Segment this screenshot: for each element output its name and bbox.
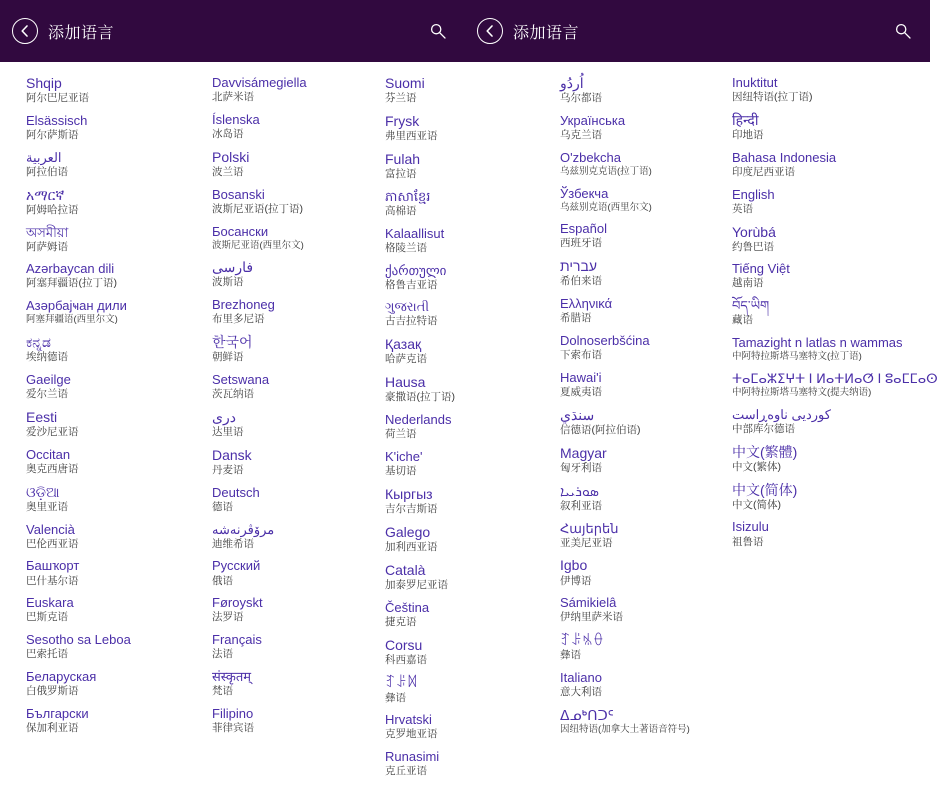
language-chinese-name: 加利西亚语 <box>385 540 438 553</box>
language-native-name: Беларуская <box>26 669 97 685</box>
language-native-name: Davvisámegiella <box>212 75 307 90</box>
language-chinese-name: 古吉拉特语 <box>385 315 438 328</box>
language-native-name: Ελληνικά <box>560 296 613 312</box>
language-chinese-name: 叙利亚语 <box>560 499 602 512</box>
language-chinese-name: 布里多尼语 <box>212 313 265 326</box>
language-list-item[interactable] <box>560 259 700 287</box>
language-chinese-name: 奥克西唐语 <box>26 462 79 475</box>
language-native-name: עברית <box>560 258 598 275</box>
language-chinese-name: 爱尔兰语 <box>26 388 68 401</box>
language-list-item[interactable] <box>385 375 528 403</box>
language-native-name: Français <box>212 632 262 648</box>
language-native-name: K'iche' <box>385 448 423 464</box>
language-native-name: English <box>732 186 775 202</box>
language-chinese-name: 印度尼西亚语 <box>732 165 795 178</box>
language-native-name: مرۆڤرنەشە <box>212 521 275 537</box>
language-chinese-name: 迪维希语 <box>212 537 254 550</box>
language-native-name: Bosanski <box>212 186 265 202</box>
language-list-item[interactable] <box>385 152 528 180</box>
language-native-name: አማርኛ <box>26 186 65 203</box>
language-list-item[interactable] <box>732 188 924 215</box>
language-chinese-name: 因纽特语(拉丁语) <box>732 91 813 104</box>
language-native-name: Dansk <box>212 446 252 463</box>
language-chinese-name: 中部库尔德语 <box>732 422 795 435</box>
language-chinese-name: 保加利亚语 <box>26 721 79 734</box>
language-native-name: Corsu <box>385 636 423 653</box>
language-list-item[interactable] <box>560 671 700 698</box>
language-list-item[interactable] <box>385 750 528 777</box>
language-list-item[interactable] <box>212 633 353 660</box>
language-list-item[interactable] <box>385 487 528 515</box>
language-list-item[interactable] <box>26 523 180 550</box>
language-native-name: Русский <box>212 558 261 574</box>
language-native-name: Inuktitut <box>732 75 778 90</box>
language-native-name: Fulah <box>385 150 421 167</box>
language-chinese-name: 阿姆哈拉语 <box>26 203 79 216</box>
language-list-item[interactable] <box>26 410 180 438</box>
language-native-name: Brezhoneg <box>212 297 275 313</box>
language-column <box>706 75 938 787</box>
language-list-item[interactable] <box>560 187 700 213</box>
language-list-item[interactable] <box>560 446 700 474</box>
language-native-name: Filipino <box>212 705 254 721</box>
language-native-name: Hawai'i <box>560 369 602 385</box>
language-native-name: Polski <box>212 148 250 165</box>
language-native-name: Hausa <box>385 374 426 391</box>
language-chinese-name: 中文(繁体) <box>732 460 781 473</box>
language-native-name: ଓଡ଼ିଆ <box>26 483 60 500</box>
search-icon[interactable] <box>894 22 912 40</box>
language-native-name: Frysk <box>385 112 420 129</box>
language-list-item[interactable] <box>212 596 353 623</box>
language-list-item[interactable] <box>560 371 700 398</box>
language-chinese-name: 印地语 <box>732 128 764 141</box>
language-native-name: Español <box>560 221 607 237</box>
language-list-item[interactable] <box>560 408 700 436</box>
language-chinese-name: 埃纳德语 <box>26 351 68 364</box>
language-native-name: Eesti <box>26 408 58 425</box>
language-native-name: Кыргыз <box>385 485 433 502</box>
language-list-item[interactable] <box>385 675 528 703</box>
language-list-item[interactable] <box>26 76 180 104</box>
language-native-name: ⵜⴰⵎⴰⵣⵉⵖⵜ ⵏ ⵍⴰⵜⵍⴰⵚ ⵏ ⵓⴰⵎⵎⴰⵙ <box>732 370 938 386</box>
header-pane-left <box>0 0 465 62</box>
language-chinese-name: 加泰罗尼亚语 <box>385 578 448 591</box>
language-chinese-name: 梵语 <box>212 685 233 698</box>
language-list-item[interactable] <box>732 151 924 178</box>
language-list-item[interactable] <box>385 190 528 217</box>
language-list-item[interactable] <box>560 114 700 141</box>
language-list-item[interactable] <box>212 410 353 438</box>
language-native-name: Tiếng Việt <box>732 261 790 277</box>
language-native-name: درى <box>212 408 236 425</box>
language-native-name: བོད་ཡིག <box>732 298 770 314</box>
language-chinese-name: 下索布语 <box>560 349 602 362</box>
language-list-item[interactable] <box>212 260 353 288</box>
language-list-item[interactable] <box>560 76 700 104</box>
language-native-name: Elsässisch <box>26 112 88 128</box>
language-chinese-name: 阿尔萨斯语 <box>26 128 79 141</box>
language-list-item[interactable] <box>212 113 353 140</box>
language-chinese-name: 意大利语 <box>560 686 602 699</box>
language-chinese-name: 巴索托语 <box>26 648 68 661</box>
language-list-item[interactable] <box>26 335 180 363</box>
language-list-item[interactable] <box>212 335 353 363</box>
language-native-name: Հայերեն <box>560 520 619 536</box>
language-list-item[interactable] <box>732 299 924 326</box>
language-native-name: অসমীয়া <box>26 224 69 240</box>
language-list-item[interactable] <box>560 151 700 177</box>
language-list-item[interactable] <box>385 114 528 142</box>
language-chinese-name: 高棉语 <box>385 204 417 217</box>
language-native-name: Italiano <box>560 670 602 686</box>
language-chinese-name: 夏威夷语 <box>560 385 602 398</box>
language-native-name: Occitan <box>26 446 71 462</box>
language-chinese-name: 白俄罗斯语 <box>26 685 79 698</box>
language-native-name: سنڌي <box>560 406 595 423</box>
language-column <box>359 76 534 787</box>
language-chinese-name: 德语 <box>212 500 233 513</box>
language-native-name: Қазақ <box>385 336 422 353</box>
language-native-name: Sesotho sa Leboa <box>26 632 131 648</box>
language-chinese-name: 伊博语 <box>560 574 592 587</box>
language-native-name: हिन्दी <box>732 111 759 128</box>
language-native-name: کوردیی ناوەڕاست <box>732 406 831 422</box>
language-chinese-name: 北萨米语 <box>212 91 254 104</box>
language-list-item[interactable] <box>26 448 180 475</box>
language-chinese-name: 希伯来语 <box>560 275 602 288</box>
language-chinese-name: 巴伦西亚语 <box>26 537 79 550</box>
language-native-name: Sámikielâ <box>560 595 617 611</box>
language-chinese-name: 阿萨姆语 <box>26 240 68 253</box>
language-list-item[interactable] <box>560 297 700 324</box>
language-chinese-name: 因纽特语(加拿大土著语音符号) <box>560 724 690 736</box>
language-native-name: 한국어 <box>212 334 253 351</box>
language-native-name: فارسی <box>212 259 254 276</box>
language-chinese-name: 科西嘉语 <box>385 653 427 666</box>
language-chinese-name: 克罗地亚语 <box>385 728 438 741</box>
language-chinese-name: 阿塞拜疆语(西里尔文) <box>26 314 118 326</box>
language-chinese-name: 伊纳里萨米语 <box>560 611 623 624</box>
language-chinese-name: 阿拉伯语 <box>26 165 68 178</box>
language-native-name: العربية <box>26 149 62 165</box>
language-chinese-name: 乌克兰语 <box>560 128 602 141</box>
language-native-name: Български <box>26 705 89 721</box>
language-chinese-name: 吉尔吉斯语 <box>385 502 438 515</box>
language-list-item[interactable] <box>385 713 528 740</box>
language-list-item[interactable] <box>732 76 924 103</box>
language-native-name: Українська <box>560 112 626 128</box>
language-list-item[interactable] <box>212 150 353 178</box>
language-native-name: 中文(简体) <box>732 481 798 498</box>
language-list-item[interactable] <box>26 707 180 734</box>
language-list-item[interactable] <box>385 300 528 327</box>
language-chinese-name: 波斯语 <box>212 276 244 289</box>
language-native-name: ᐃᓄᒃᑎᑐᑦ <box>560 707 614 723</box>
language-native-name: Igbo <box>560 557 588 574</box>
language-native-name: ភាសាខ្មែរ <box>385 188 431 204</box>
language-native-name: Valencià <box>26 521 75 537</box>
language-chinese-name: 巴什基尔语 <box>26 574 79 587</box>
language-chinese-name: 达里语 <box>212 426 244 438</box>
language-list-item[interactable] <box>732 520 924 547</box>
page-title-right: 添加语言 <box>513 24 580 42</box>
language-chinese-name: 波兰语 <box>212 165 244 178</box>
language-native-name: Босански <box>212 223 269 239</box>
language-list-item[interactable] <box>212 486 353 513</box>
language-chinese-name: 哈萨克语 <box>385 353 427 366</box>
language-chinese-name: 格鲁吉亚语 <box>385 278 438 291</box>
header-pane-right <box>465 0 930 62</box>
language-list-item[interactable] <box>26 596 180 623</box>
language-chinese-name: 彝语 <box>385 691 406 704</box>
language-list-item[interactable] <box>732 483 924 511</box>
language-native-name: Gaeilge <box>26 372 71 388</box>
language-list-item[interactable] <box>560 596 700 623</box>
language-native-name: Nederlands <box>385 412 452 428</box>
language-native-name: Íslenska <box>212 111 260 127</box>
language-list-item[interactable] <box>385 563 528 591</box>
language-list-item[interactable] <box>560 484 700 512</box>
app-header <box>0 0 930 62</box>
language-chinese-name: 阿塞拜疆语(拉丁语) <box>26 277 117 290</box>
language-list-item[interactable] <box>385 227 528 254</box>
language-chinese-name: 彝语 <box>560 649 581 662</box>
language-native-name: ગુજરાતી <box>385 299 430 315</box>
language-column <box>0 76 186 787</box>
language-chinese-name: 奥里亚语 <box>26 500 68 513</box>
language-chinese-name: 中阿特拉斯塔马塞特文(提夫纳语) <box>732 386 872 398</box>
language-chinese-name: 茨瓦纳语 <box>212 388 254 401</box>
language-chinese-name: 英语 <box>732 202 753 215</box>
search-icon[interactable] <box>429 22 447 40</box>
language-list-item[interactable] <box>385 638 528 666</box>
language-native-name: Magyar <box>560 444 607 461</box>
language-list-item[interactable] <box>212 373 353 400</box>
language-list-item[interactable] <box>212 523 353 550</box>
language-list-item[interactable] <box>560 558 700 586</box>
language-list-item[interactable] <box>212 298 353 325</box>
language-list-item[interactable] <box>26 262 180 289</box>
language-native-name: Hrvatski <box>385 712 432 728</box>
language-chinese-name: 法罗语 <box>212 611 244 624</box>
language-chinese-name: 乌兹别克语(西里尔文) <box>560 201 652 213</box>
language-chinese-name: 藏语 <box>732 314 753 327</box>
language-list-item[interactable] <box>385 413 528 440</box>
language-native-name: Shqip <box>26 75 62 91</box>
language-native-name: Башҡорт <box>26 558 80 574</box>
language-chinese-name: 阿尔巴尼亚语 <box>26 92 89 105</box>
language-column <box>534 76 706 787</box>
language-chinese-name: 祖鲁语 <box>732 535 764 548</box>
language-chinese-name: 乌兹别克克语(拉丁语) <box>560 165 652 177</box>
language-list-item[interactable] <box>212 225 353 251</box>
language-native-name: Čeština <box>385 599 430 615</box>
language-list-item[interactable] <box>212 670 353 697</box>
language-list-item[interactable] <box>385 450 528 477</box>
language-native-name: Azərbaycan dili <box>26 261 115 277</box>
language-native-name: ܣܘܪܝܝܐ <box>560 482 600 499</box>
language-list-item[interactable] <box>560 222 700 249</box>
language-list-item[interactable] <box>560 633 700 661</box>
language-chinese-name: 克丘亚语 <box>385 765 427 778</box>
language-list-item[interactable] <box>732 113 924 141</box>
language-list-item[interactable] <box>26 151 180 178</box>
language-native-name: Setswana <box>212 372 270 388</box>
language-chinese-name: 巴斯克语 <box>26 611 68 624</box>
language-native-name: Kalaallisut <box>385 225 445 241</box>
language-native-name: Tamazight n latlas n wammas <box>732 335 903 351</box>
language-chinese-name: 希腊语 <box>560 312 592 325</box>
language-chinese-name: 波斯尼亚语(西里尔文) <box>212 239 304 251</box>
language-list-item[interactable] <box>26 226 180 253</box>
language-chinese-name: 亚美尼亚语 <box>560 536 613 549</box>
language-chinese-name: 冰岛语 <box>212 127 244 140</box>
language-list-item[interactable] <box>26 188 180 216</box>
language-chinese-name: 基切语 <box>385 465 417 478</box>
language-list-item[interactable] <box>385 76 528 104</box>
language-native-name: ꆈꌠꉙ <box>385 674 418 691</box>
language-list-item[interactable] <box>732 225 924 253</box>
back-button-left[interactable] <box>12 18 38 44</box>
language-native-name: ქართული <box>385 262 447 278</box>
language-native-name: संस्कृतम् <box>212 669 252 685</box>
language-list-item[interactable] <box>732 445 924 473</box>
language-chinese-name: 约鲁巴语 <box>732 240 774 253</box>
language-native-name: Euskara <box>26 595 74 611</box>
language-chinese-name: 法语 <box>212 648 233 661</box>
language-chinese-name: 丹麦语 <box>212 463 244 476</box>
language-list-item[interactable] <box>26 670 180 697</box>
language-chinese-name: 弗里西亚语 <box>385 130 438 143</box>
language-native-name: Yorùbá <box>732 223 776 240</box>
language-native-name: اُردُو <box>560 75 584 91</box>
language-native-name: O'zbekcha <box>560 149 622 165</box>
language-list-item[interactable] <box>385 264 528 291</box>
language-native-name: ꆈꌠꁱꂷ <box>560 632 604 649</box>
language-list-item[interactable] <box>26 299 180 325</box>
language-native-name: Dolnoserbšćina <box>560 333 650 349</box>
language-native-name: Galego <box>385 523 431 540</box>
language-native-name: Isizulu <box>732 519 769 535</box>
language-list-item[interactable] <box>212 707 353 734</box>
language-native-name: ಕನ್ನಡ <box>26 334 51 351</box>
language-native-name: Runasimi <box>385 749 440 765</box>
language-chinese-name: 豪撒语(拉丁语) <box>385 391 455 404</box>
language-list-item[interactable] <box>732 262 924 289</box>
language-chinese-name: 中阿特拉斯塔马塞特文(拉丁语) <box>732 351 862 363</box>
language-native-name: Suomi <box>385 75 425 91</box>
language-native-name: Føroyskt <box>212 595 263 611</box>
language-native-name: Ўзбекча <box>560 185 609 201</box>
page-title-left: 添加语言 <box>48 24 115 42</box>
language-chinese-name: 越南语 <box>732 277 764 290</box>
language-native-name: Deutsch <box>212 484 260 500</box>
language-chinese-name: 捷克语 <box>385 615 417 628</box>
language-chinese-name: 中文(简体) <box>732 498 781 511</box>
language-list-item[interactable] <box>385 601 528 628</box>
language-native-name: Азәрбајҹан дили <box>26 298 127 314</box>
language-list-item[interactable] <box>385 525 528 553</box>
language-list-item[interactable] <box>732 408 924 435</box>
language-chinese-name: 俄语 <box>212 574 233 587</box>
language-chinese-name: 爱沙尼亚语 <box>26 426 79 438</box>
language-chinese-name: 菲律宾语 <box>212 721 254 734</box>
language-chinese-name: 匈牙利语 <box>560 461 602 474</box>
language-chinese-name: 荷兰语 <box>385 428 417 441</box>
language-native-name: Català <box>385 561 426 578</box>
language-chinese-name: 格陵兰语 <box>385 241 427 254</box>
language-chinese-name: 朝鲜语 <box>212 351 244 364</box>
language-list-item[interactable] <box>212 448 353 476</box>
language-list-item[interactable] <box>26 373 180 400</box>
language-list-item[interactable] <box>212 188 353 215</box>
language-list-item[interactable] <box>560 708 700 735</box>
language-column <box>186 76 359 787</box>
language-chinese-name: 乌尔都语 <box>560 92 602 105</box>
language-list-item[interactable] <box>26 114 180 141</box>
language-chinese-name: 富拉语 <box>385 167 417 180</box>
language-chinese-name: 芬兰语 <box>385 92 417 105</box>
language-list-item[interactable] <box>26 485 180 513</box>
language-list-item[interactable] <box>212 76 353 103</box>
language-list-item[interactable] <box>732 336 924 362</box>
language-list-item[interactable] <box>560 522 700 549</box>
language-native-name: Bahasa Indonesia <box>732 149 837 165</box>
language-chinese-name: 波斯尼亚语(拉丁语) <box>212 202 303 215</box>
language-list <box>0 62 938 787</box>
language-list-item[interactable] <box>385 337 528 365</box>
language-list-item[interactable] <box>732 370 938 398</box>
language-list-item[interactable] <box>560 334 700 361</box>
back-button-right[interactable] <box>477 18 503 44</box>
language-list-item[interactable] <box>212 559 353 586</box>
language-native-name: 中文(繁體) <box>732 443 798 460</box>
language-list-item[interactable] <box>26 633 180 660</box>
language-chinese-name: 西班牙语 <box>560 237 602 250</box>
language-chinese-name: 信德语(阿拉伯语) <box>560 423 641 436</box>
language-list-item[interactable] <box>26 559 180 586</box>
